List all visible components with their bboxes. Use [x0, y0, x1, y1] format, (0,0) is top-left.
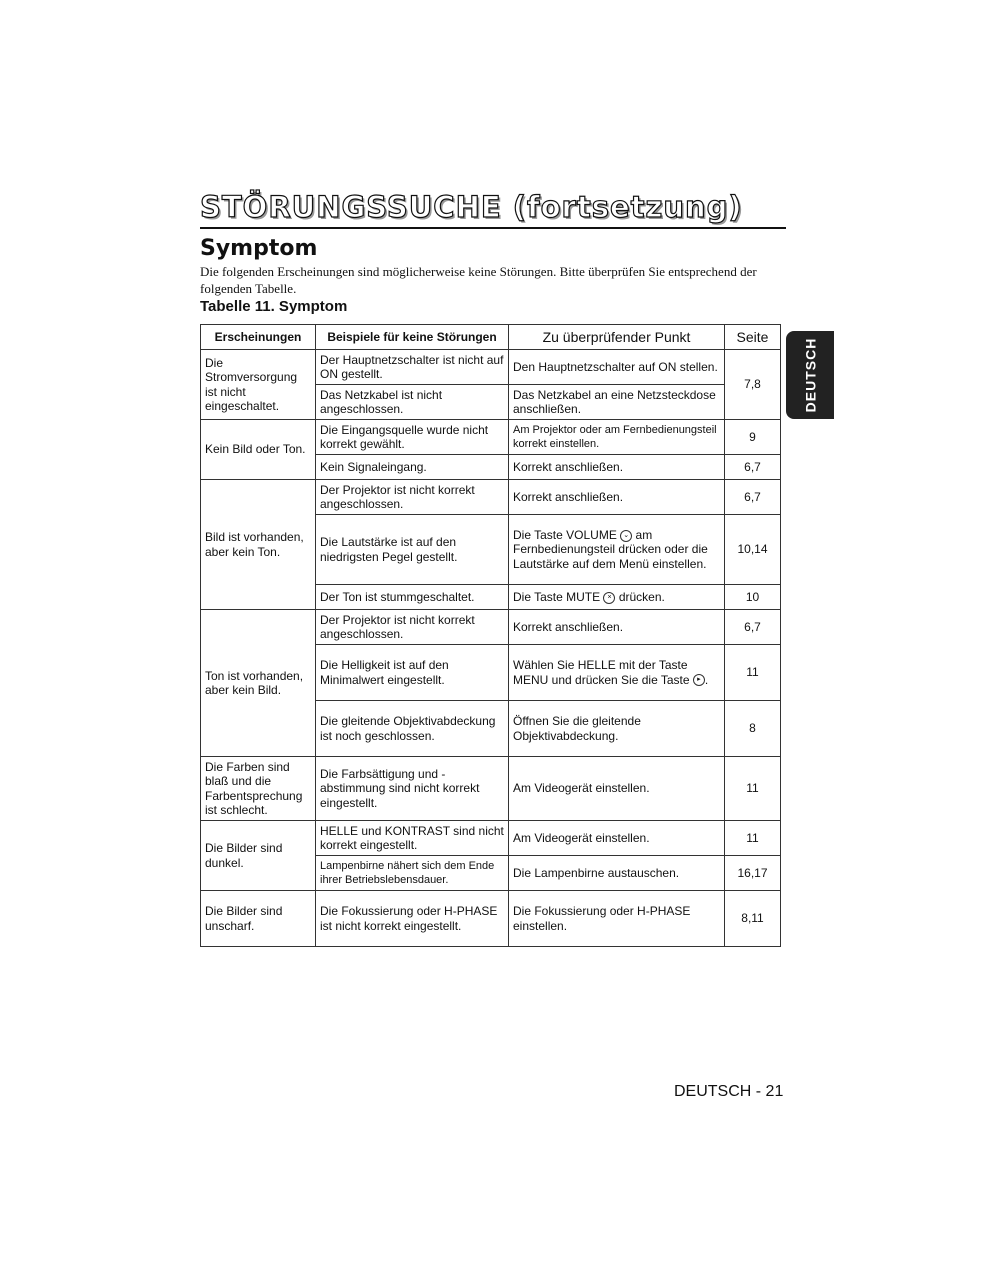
page-cell: 10	[725, 585, 781, 610]
phenomenon-cell: Ton ist vorhanden, aber kein Bild.	[201, 610, 316, 757]
example-cell: Das Netzkabel ist nicht angeschlossen.	[316, 385, 509, 420]
table-caption: Tabelle 11. Symptom	[200, 298, 348, 315]
check-text-after: drücken.	[618, 589, 665, 604]
phenomenon-cell: Bild ist vorhanden, aber kein Ton.	[201, 480, 316, 610]
example-cell: Lampenbirne nähert sich dem Ende ihrer Betriebslebensdauer.	[316, 856, 509, 891]
col-header-check: Zu überprüfender Punkt	[509, 325, 725, 350]
check-text-before: Die Taste MUTE	[513, 589, 601, 604]
table-row	[201, 757, 781, 821]
phenomenon-cell: Die Farben sind blaß und die Farbentsprechung ist schlecht.	[201, 757, 316, 821]
page-cell: 7,8	[725, 350, 781, 420]
example-cell: Der Projektor ist nicht korrekt angeschlossen.	[316, 480, 509, 515]
check-cell: Korrekt anschließen.	[509, 455, 725, 480]
page-cell: 11	[725, 645, 781, 701]
check-cell: Am Videogerät einstellen.	[509, 821, 725, 856]
phenomenon-cell: Die Bilder sind unscharf.	[201, 891, 316, 947]
example-cell: Die Eingangsquelle wurde nicht korrekt gewählt.	[316, 420, 509, 455]
check-text-after: am Fernbedienungsteil drücken oder die Lautstärke auf dem Menü einstellen.	[513, 527, 708, 571]
example-cell: Der Ton ist stummgeschaltet.	[316, 585, 509, 610]
page-cell: 8,11	[725, 891, 781, 947]
symptom-table	[200, 324, 781, 947]
example-cell: Die Helligkeit ist auf den Minimalwert eingestellt.	[316, 645, 509, 701]
check-cell: Das Netzkabel an eine Netzsteckdose anschließen.	[509, 385, 725, 420]
example-cell: Die Farbsättigung und -abstimmung sind nicht korrekt eingestellt.	[316, 757, 509, 821]
right-arrow-button-icon: ▸	[693, 674, 705, 686]
check-cell	[509, 645, 725, 701]
example-cell: Kein Signaleingang.	[316, 455, 509, 480]
check-cell: Die Fokussierung oder H-PHASE einstellen.	[509, 891, 725, 947]
check-cell	[509, 515, 725, 585]
check-text-before: Die Taste VOLUME	[513, 527, 617, 542]
table-row	[201, 350, 781, 385]
page-cell: 11	[725, 821, 781, 856]
check-cell	[509, 585, 725, 610]
volume-down-button-icon: ⌄	[620, 530, 632, 542]
table-row	[201, 891, 781, 947]
check-cell: Am Videogerät einstellen.	[509, 757, 725, 821]
example-cell: Die Lautstärke ist auf den niedrigsten Pegel gestellt.	[316, 515, 509, 585]
check-cell: Korrekt anschließen.	[509, 480, 725, 515]
check-text-before: Wählen Sie HELLE mit der Taste MENU und drücken Sie die Taste	[513, 658, 690, 687]
table-row	[201, 480, 781, 515]
check-text-after: .	[704, 672, 709, 687]
page-number: DEUTSCH - 21	[674, 1083, 784, 1100]
example-cell: Die Fokussierung oder H-PHASE ist nicht korrekt eingestellt.	[316, 891, 509, 947]
page-cell: 6,7	[725, 455, 781, 480]
example-cell: Die gleitende Objektivabdeckung ist noch geschlossen.	[316, 701, 509, 757]
phenomenon-cell: Die Bilder sind dunkel.	[201, 821, 316, 891]
check-cell: Am Projektor oder am Fernbedienungsteil korrekt einstellen.	[509, 420, 725, 455]
table-header-row	[201, 325, 781, 350]
language-tab-label: DEUTSCH	[802, 337, 819, 413]
language-tab	[786, 331, 834, 419]
table-row	[201, 610, 781, 645]
table-row	[201, 420, 781, 455]
intro-text: Die folgenden Erscheinungen sind möglicherweise keine Störungen. Bitte überprüfen Sie entsprechend der folgenden Tabelle.	[200, 264, 757, 296]
col-header-page: Seite	[725, 325, 781, 350]
check-cell: Korrekt anschließen.	[509, 610, 725, 645]
page-cell: 6,7	[725, 480, 781, 515]
page-cell: 9	[725, 420, 781, 455]
page-title: STÖRUNGSSUCHE (fortsetzung)	[200, 190, 743, 224]
page-cell: 6,7	[725, 610, 781, 645]
col-header-examples: Beispiele für keine Störungen	[316, 325, 509, 350]
page-cell: 8	[725, 701, 781, 757]
example-cell: HELLE und KONTRAST sind nicht korrekt eingestellt.	[316, 821, 509, 856]
page-cell: 10,14	[725, 515, 781, 585]
page-cell: 16,17	[725, 856, 781, 891]
phenomenon-cell: Die Stromversorgung ist nicht eingeschaltet.	[201, 350, 316, 420]
example-cell: Der Hauptnetzschalter ist nicht auf ON gestellt.	[316, 350, 509, 385]
example-cell: Der Projektor ist nicht korrekt angeschlossen.	[316, 610, 509, 645]
page-cell: 11	[725, 757, 781, 821]
check-cell: Öffnen Sie die gleitende Objektivabdeckung.	[509, 701, 725, 757]
phenomenon-cell: Kein Bild oder Ton.	[201, 420, 316, 480]
title-rule	[200, 227, 786, 229]
check-cell: Den Hauptnetzschalter auf ON stellen.	[509, 350, 725, 385]
col-header-phenomena: Erscheinungen	[201, 325, 316, 350]
mute-button-icon: ×	[603, 592, 615, 604]
check-cell: Die Lampenbirne austauschen.	[509, 856, 725, 891]
table-row	[201, 821, 781, 856]
section-heading: Symptom	[200, 236, 318, 261]
